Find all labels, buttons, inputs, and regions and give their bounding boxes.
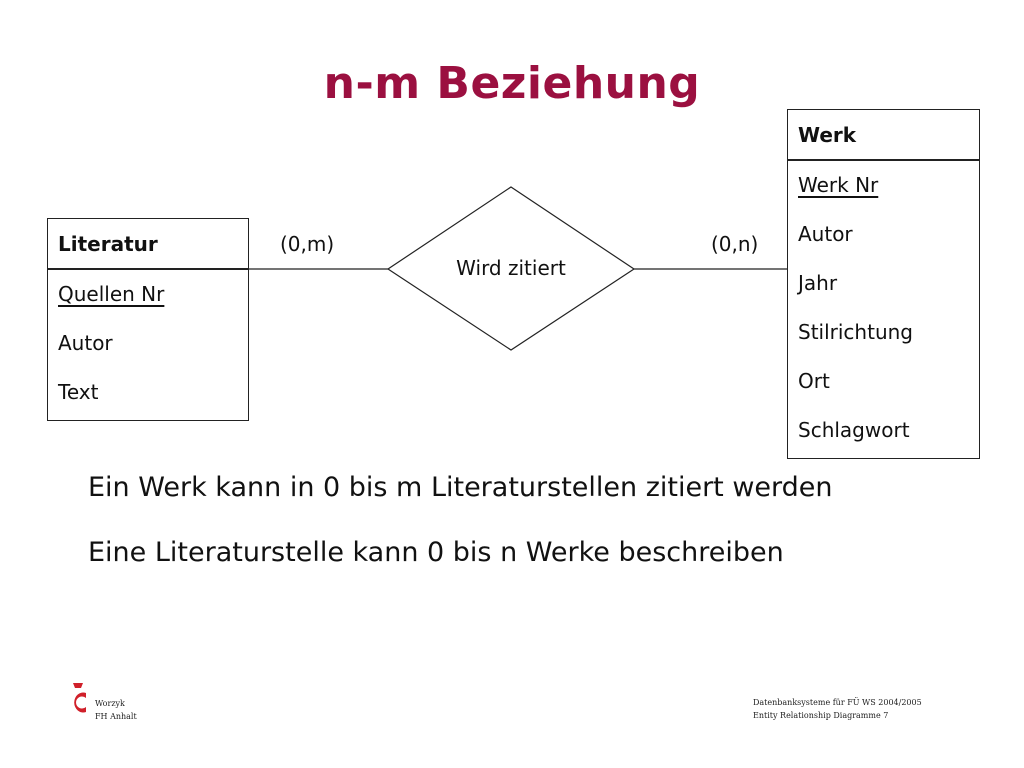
- slide-title: n-m Beziehung: [323, 58, 701, 109]
- footer-author-name: Worzyk: [95, 699, 125, 708]
- footer-slide-info: Entity Relationship Diagramme 7: [753, 711, 889, 720]
- statement-text: Eine Literaturstelle kann 0 bis n Werke beschreiben: [88, 537, 784, 568]
- entity-attribute: Text: [58, 380, 99, 404]
- footer-course: [753, 696, 922, 722]
- entity-attribute: Autor: [798, 222, 853, 246]
- entity-attribute: Schlagwort: [798, 418, 910, 442]
- entity-literatur: [47, 218, 249, 421]
- entity-name: Werk: [788, 110, 979, 161]
- footer-course-name: Datenbanksysteme für FÜ WS 2004/2005: [753, 698, 922, 707]
- entity-attribute: Autor: [58, 331, 113, 355]
- entity-attribute: Stilrichtung: [798, 320, 913, 344]
- entity-key-attribute: Werk Nr: [798, 173, 879, 197]
- entity-key-attribute: Quellen Nr: [58, 282, 165, 306]
- relationship-label: Wird zitiert: [456, 256, 566, 280]
- entity-attribute: Jahr: [798, 271, 838, 295]
- statement-text: Ein Werk kann in 0 bis m Literaturstellen zitiert werden: [88, 472, 833, 503]
- footer-institution: FH Anhalt: [95, 712, 137, 721]
- entity-werk: [787, 109, 980, 459]
- entity-name: Literatur: [48, 219, 248, 270]
- fh-anhalt-logo-icon: [67, 681, 89, 717]
- cardinality-right: (0,n): [711, 232, 759, 256]
- footer-author: [95, 697, 137, 723]
- cardinality-left: (0,m): [280, 232, 335, 256]
- entity-attribute: Ort: [798, 369, 830, 393]
